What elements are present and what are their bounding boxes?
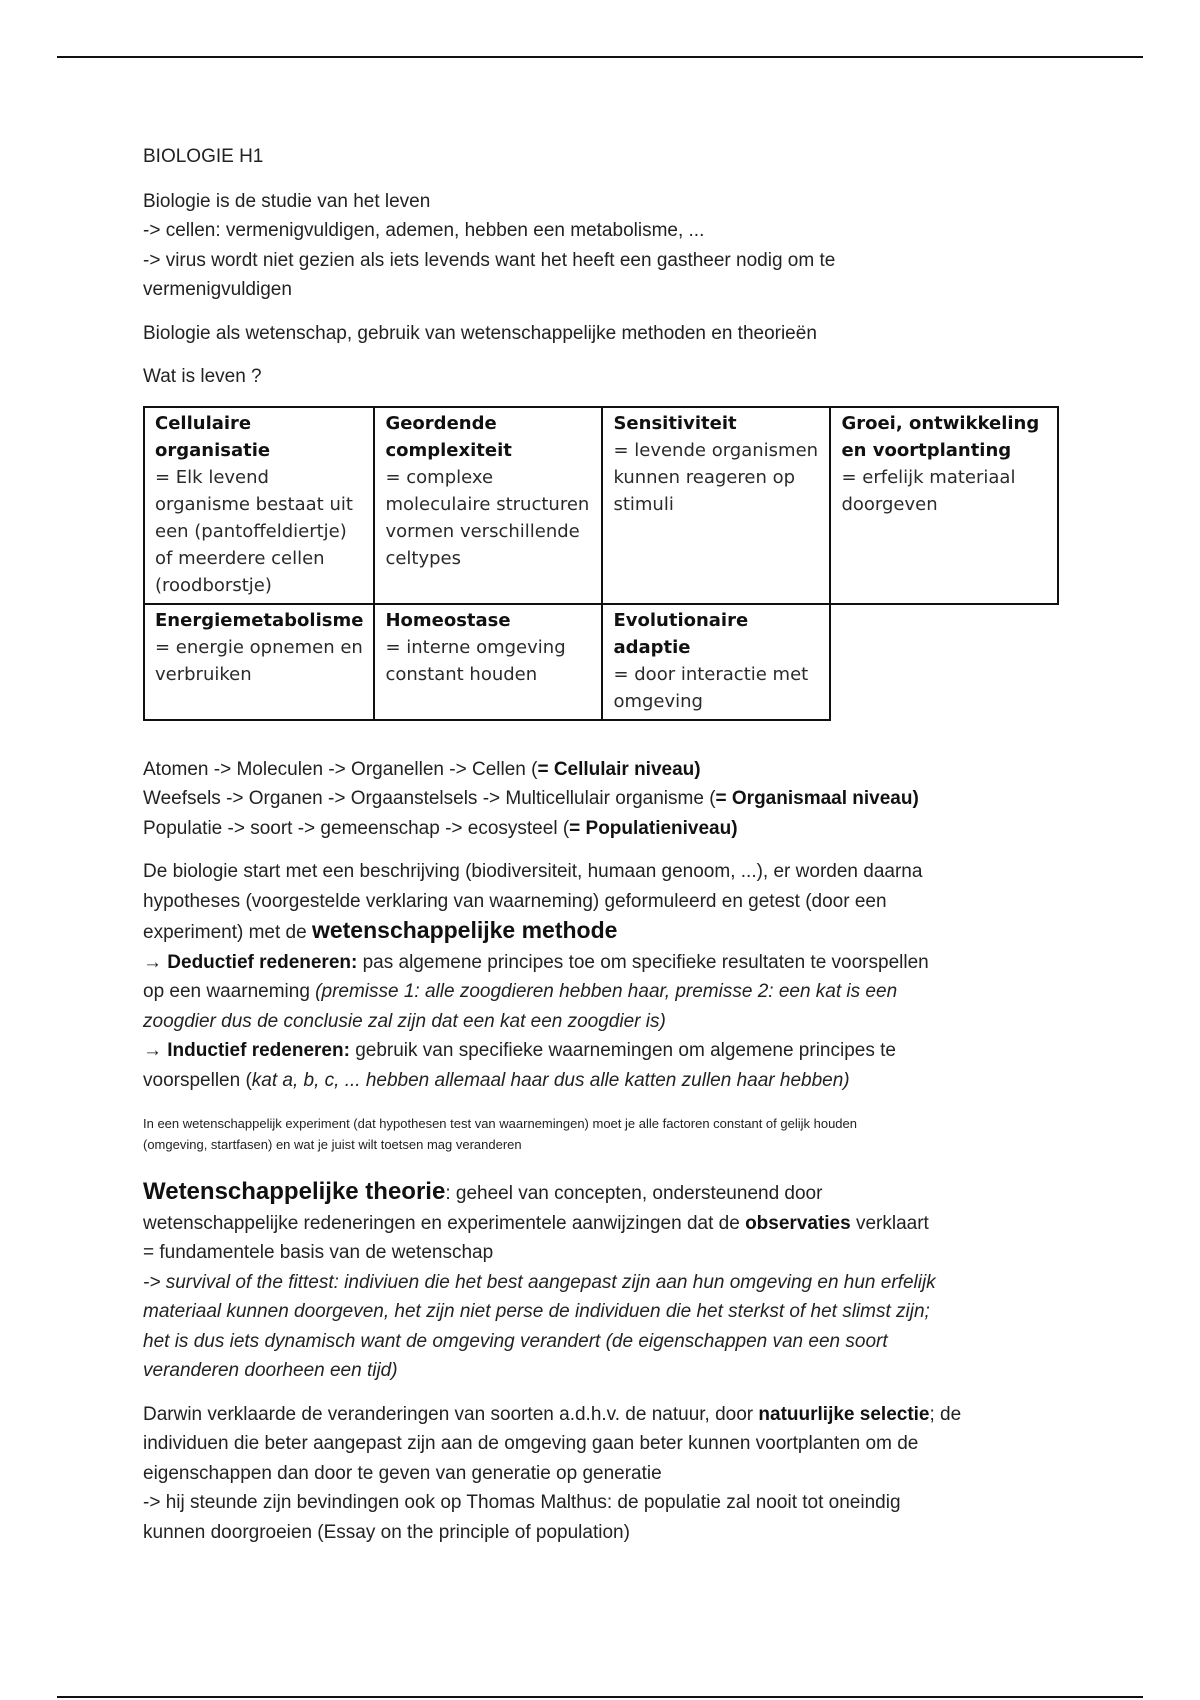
- table-cell: Evolutionaire adaptie = door interactie met omgeving: [602, 604, 830, 720]
- darwin-paragraph: Darwin verklaarde de veranderingen van soorten a.d.h.v. de natuur, door natuurlijke selectie; de individuen die beter aangepast zijn aan de omgeving gaan beter kunnen voortplanten om de eigenschappen dan door te geven van generatie op generatie -> hij steunde zijn bevindingen ook op Thomas Malthus: de populatie zal nooit tot oneindig kunnen doorgroeien (Essay on the principle of population): [143, 1403, 962, 1543]
- intro-paragraph: Biologie is de studie van het leven -> cellen: vermenigvuldigen, ademen, hebben een metabolisme, ... -> virus wordt niet gezien als iets levends want het heeft een gastheer nodig om te vermenigvuldigen: [143, 190, 836, 300]
- table-cell: Energiemetabolisme = energie opnemen en verbruiken: [144, 604, 374, 720]
- document-title: BIOLOGIE H1: [143, 146, 264, 167]
- life-question: Wat is leven ?: [143, 366, 262, 387]
- table-cell: Cellulaire organisatie = Elk levend organisme bestaat uit een (pantoffeldiertje) of meerdere cellen (roodborstje): [144, 407, 374, 604]
- science-paragraph: Biologie als wetenschap, gebruik van wetenschappelijke methoden en theorieën: [143, 322, 817, 344]
- scientific-method-paragraph: De biologie start met een beschrijving (biodiversiteit, humaan genoom, ...), er worden daarna hypotheses (voorgestelde verklaring van waarneming) geformuleerd en getest (door een experiment) met de wetenschappelijke methode → Deductief redeneren: pas algemene principes toe om specifieke resultaten te voorspellen op een waarneming (premisse 1: alle zoogdieren hebben haar, premisse 2: een kat is een zoogdier dus de conclusie zal zijn dat een kat een zoogdier is) → Inductief redeneren: gebruik van specifieke waarnemingen om algemene principes te voorspellen (kat a, b, c, ... hebben allemaal haar dus alle katten zullen haar hebben): [143, 861, 929, 1091]
- table-cell: Geordende complexiteit = complexe moleculaire structuren vormen verschillende celtypes: [374, 407, 602, 604]
- document-body: [143, 142, 1073, 1561]
- organization-levels: Atomen -> Moleculen -> Organellen -> Cellen (= Cellulair niveau) Weefsels -> Organen -> Orgaanstelsels -> Multicellulair organisme (= Organismaal niveau) Populatie -> soort -> gemeenschap -> ecosysteel (= Populatieniveau): [143, 758, 919, 839]
- table-cell: Groei, ontwikkeling en voortplanting = erfelijk materiaal doorgeven: [830, 407, 1058, 604]
- table-cell: Sensitiviteit = levende organismen kunnen reageren op stimuli: [602, 407, 830, 604]
- experiment-note: In een wetenschappelijk experiment (dat hypothesen test van waarnemingen) moet je alle factoren constant of gelijk houden (omgeving, startfasen) en wat je juist wilt toetsen mag veranderen: [143, 1116, 857, 1152]
- arrow-icon: →: [143, 951, 162, 973]
- footer-rule: [57, 1696, 1143, 1698]
- table-cell-empty: [830, 604, 1058, 720]
- theory-paragraph: Wetenschappelijke theorie: geheel van concepten, ondersteunend door wetenschappelijke redeneringen en experimentele aanwijzingen dat de observaties verklaart = fundamentele basis van de wetenschap -> survival of the fittest: indiviuen die het best aangepast zijn aan hun omgeving en hun erfelijk materiaal kunnen doorgeven, het zijn niet perse de individuen die het sterkst of het slimst zijn; het is dus iets dynamisch want de omgeving verandert (de eigenschappen van een soort veranderen doorheen een tijd): [143, 1178, 936, 1381]
- table-cell: Homeostase = interne omgeving constant houden: [374, 604, 602, 720]
- theory-heading: Wetenschappelijke theorie: [143, 1178, 446, 1205]
- header-rule: [57, 56, 1143, 58]
- characteristics-table: [143, 406, 1059, 721]
- arrow-icon: →: [143, 1040, 162, 1061]
- method-term: wetenschappelijke methode: [311, 917, 618, 943]
